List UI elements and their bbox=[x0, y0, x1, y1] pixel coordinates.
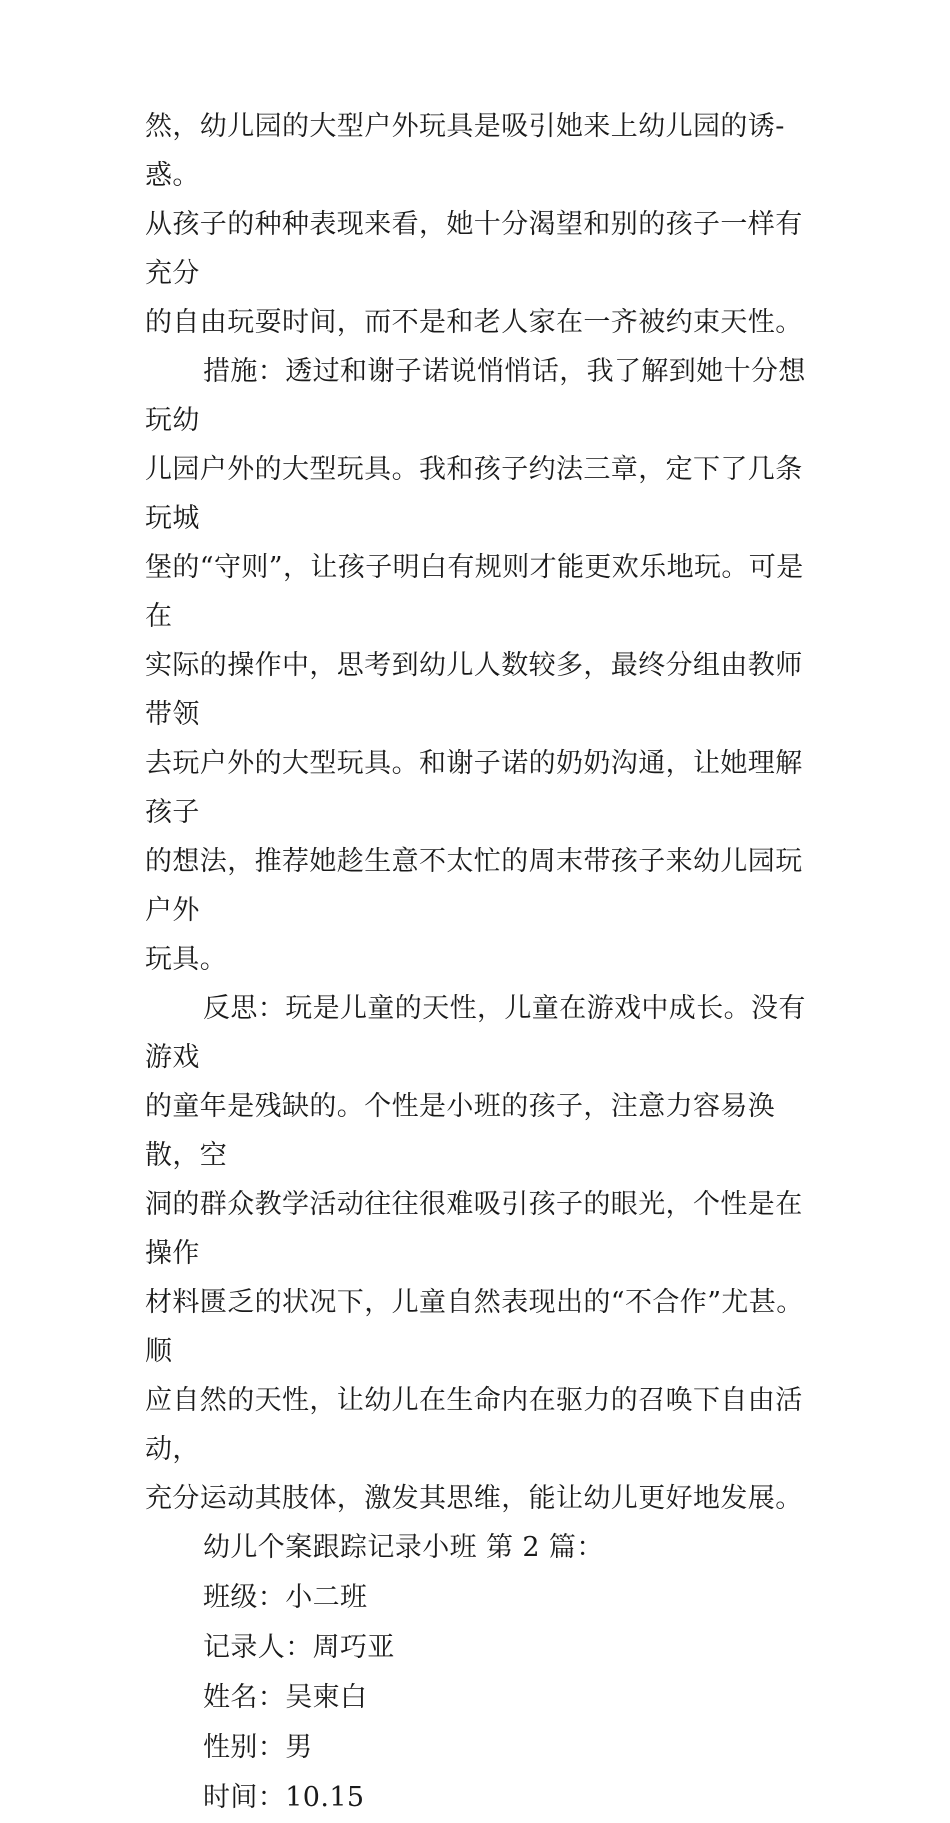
record-name: 姓名：吴柬白 bbox=[203, 1682, 368, 1713]
paragraph-measures: 措施：透过和谢子诺说悄悄话，我了解到她十分想玩幼 儿园户外的大型玩具。我和孩子约法三章，定下了几条玩城 堡的“守则”，让孩子明白有规则才能更欢乐地玩。可是在 实际的操作中，思考到幼儿人数较多，最终分组由教师带领 去玩户外的大型玩具。和谢子诺的奶奶沟通，让她理解孩子 的想法，推荐她趁生意不太忙的周末带孩子来幼儿园玩户外 玩具。 bbox=[145, 356, 806, 975]
record-recorder: 记录人：周巧亚 bbox=[203, 1632, 395, 1663]
record-class: 班级：小二班 bbox=[203, 1582, 368, 1613]
document-body bbox=[145, 102, 825, 1823]
record-gender: 性别：男 bbox=[203, 1732, 313, 1763]
record-time: 时间：10.15 bbox=[203, 1782, 365, 1813]
paragraph-continuation: 然，幼儿园的大型户外玩具是吸引她来上幼儿园的诱-惑。 从孩子的种种表现来看，她十分渴望和别的孩子一样有充分 的自由玩耍时间，而不是和老人家在一齐被约束天性。 bbox=[145, 111, 803, 338]
paragraph-reflection: 反思：玩是儿童的天性，儿童在游戏中成长。没有游戏 的童年是残缺的。个性是小班的孩子，注意力容易涣散，空 洞的群众教学活动往往很难吸引孩子的眼光，个性是在操作 材料匮乏的状况下，儿童自然表现出的“不合作”尤甚。顺 应自然的天性，让幼儿在生命内在驱力的召唤下自由活动， 充分运动其肢体，激发其思维，能让幼儿更好地发展。 bbox=[145, 993, 806, 1514]
record-title: 幼儿个案跟踪记录小班 第 2 篇： bbox=[203, 1532, 604, 1563]
